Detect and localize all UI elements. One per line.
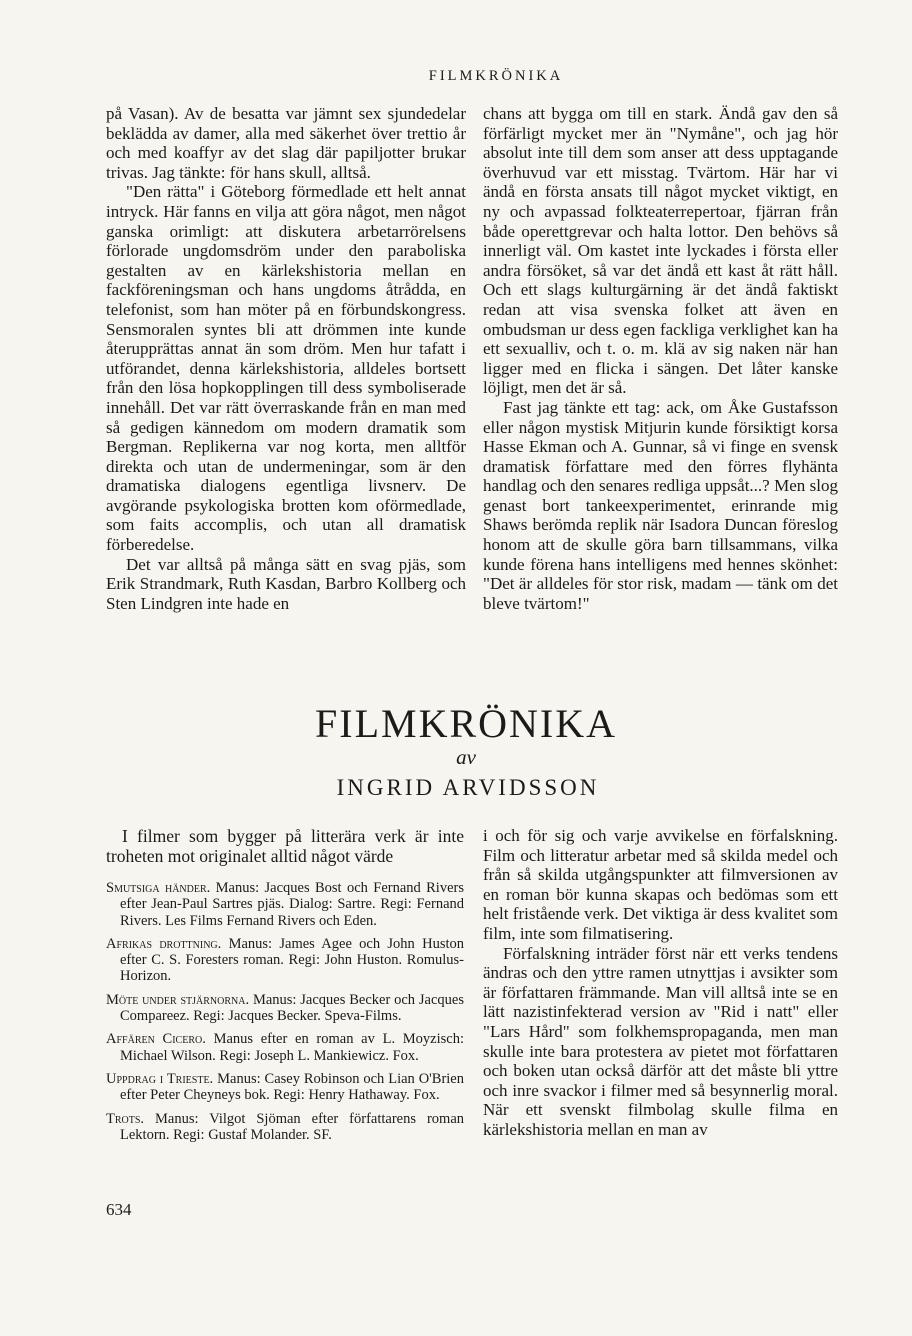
paragraph: chans att bygga om till en stark. Ändå gav den så förfärligt mycket mer än "Nymåne", och jag hör absolut inte till dem som anser att dess upptagande överhuvud var ett misstag. Tvärtom. Här har vi ändå en första ansats till något mycket viktigt, en ny och avpassad folkteaterrepertoar, fjärran från både operettgrevar och halta lottor. Den behövs så innerligt väl. Om kastet inte lyckades i första eller andra försöket, så var det ändå ett kast åt rätt håll. Och ett slags kulturgärning är det ändå faktiskt redan att visa svenska folket att även en ombudsman ur dess egen fackliga verklighet kan ha ett sexualliv, och t. o. m. klä av sig naken när han ligger med en flicka i sängen. Det låter kanske löjligt, men det är så. [483, 104, 838, 398]
paragraph: Det var alltså på många sätt en svag pjäs, som Erik Strandmark, Ruth Kasdan, Barbro Kollberg och Sten Lindgren inte hade en [106, 554, 466, 613]
film-title: Afrikas drottning. [106, 935, 222, 952]
film-title: Affären Cicero. [106, 1031, 206, 1048]
credit-text: Manus: Vilgot Sjöman efter författarens roman Lektorn. Regi: Gustaf Molander. SF. [120, 1110, 464, 1143]
credit-entry [106, 1071, 464, 1104]
bottom-right-column [483, 826, 838, 1140]
credit-entry [106, 1111, 464, 1144]
credit-entry [106, 1031, 464, 1064]
byline-av: av [456, 745, 476, 769]
credit-text: Manus: Jacques Bost och Fernand Rivers efter Jean-Paul Sartres pjäs. Dialog: Sartre. Regi: Fernand Rivers. Les Films Fernand Rivers och Eden. [120, 880, 464, 929]
top-right-column [483, 104, 838, 613]
paragraph: på Vasan). Av de besatta var jämnt sex sjundedelar beklädda av damer, alla med säkerhet över trettio år och med koaffyr av det slag där papiljotter brukar trivas. Jag tänkte: för hans skull, alltså. [106, 104, 466, 182]
running-head: FILMKRÖNIKA [428, 68, 564, 84]
film-credits [106, 880, 464, 1150]
film-title: Trots. [106, 1110, 145, 1127]
paragraph: Fast jag tänkte ett tag: ack, om Åke Gustafsson eller någon mystisk Mitjurin kunde försiktigt korsa Hasse Ekman och A. Gunnar, så vi finge en svensk dramatisk författare med den förres flyhänta handlag och den senares redliga uppsåt...? Men slog genast bort tankeexperimentet, erinrande mig Shaws berömda replik när Isadora Duncan föreslog honom att de skulle göra barn tillsammans, vilka kunde förena hans intelligens med hennes skönhet: "Det är alldeles för stor risk, madam — tänk om det bleve tvärtom!" [483, 397, 838, 613]
author-name: INGRID ARVIDSSON [336, 775, 600, 800]
credit-text: Manus: James Agee och John Huston efter C. S. Foresters roman. Regi: John Huston. Romulus-Horizon. [120, 935, 464, 985]
credit-text: Manus efter en roman av L. Moyzisch: Michael Wilson. Regi: Joseph L. Mankiewicz. Fox. [120, 1031, 465, 1064]
credit-text: Manus: Casey Robinson och Lian O'Brien efter Peter Cheyneys bok. Regi: Henry Hathaway. Fox. [120, 1070, 464, 1104]
lede [106, 826, 464, 866]
film-title: Smutsiga händer. [106, 880, 211, 896]
top-left-column [106, 104, 466, 613]
article-title: FILMKRÖNIKA [315, 701, 617, 746]
paragraph: Förfalskning inträder först när ett verks tendens ändras och den yttre ramen utnyttjas i avsikter som är författaren främmande. Man vill alltså inte se en lätt nazistinfekterad version av "Rid i natt" eller "Lars Hård" som folkhemspropaganda, men man skulle inte bara protestera av pietet mot författaren och boken utan också därför att det måste bli yttre och inre svackor i filmer med så besynnerlig moral. När ett svenskt filmbolag skulle filma en kärlekshistoria mellan en man av [483, 943, 838, 1139]
credit-text: Manus: Jacques Becker och Jacques Compareez. Regi: Jacques Becker. Speva-Films. [120, 991, 464, 1025]
lede-text: I filmer som bygger på litterära verk är inte troheten mot originalet alltid något värde [106, 826, 464, 866]
page-number: 634 [106, 1200, 132, 1219]
paragraph: "Den rätta" i Göteborg förmedlade ett helt annat intryck. Här fanns en vilja att göra något, men något ganska orimligt: att diskutera arbetarrörelsens förlorade ungdomsdröm under den paraboliska gestalten av en kärlekshistoria mellan en fackföreningsman och hans ungdoms åtrådda, en telefonist, som han möter på en förbundskongress. Sensmoralen syntes bli att drömmen inte kunde återupprättas annat än som dröm. Men hur tafatt i utförandet, denna kärlekshistoria, alldeles bortsett från den lösa hopkopplingen till dess symboliserade innehåll. Det var rätt överraskande från en man med så gedigen kännedom om modern dramatik som Bergman. Replikerna var nog korta, men alltför direkta och utan de undermeningar, som är den dramatiska dialogens egentliga livsnerv. De avgörande psykologiska brotten kom oförmedlade, som faits accomplis, och utan all dramatisk förberedelse. [106, 182, 466, 555]
credit-entry [106, 936, 464, 985]
film-title: Uppdrag i Trieste. [106, 1070, 214, 1087]
film-title: Möte under stjärnorna. [106, 991, 250, 1008]
credit-entry [106, 992, 464, 1025]
credit-entry [106, 880, 464, 929]
paragraph: i och för sig och varje avvikelse en förfalskning. Film och litteratur arbetar med så skilda medel och från så skilda utgångspunkter att filmversionen av en roman bör kunna skapas och bedömas som ett helt fristående verk. Det viktiga är dess kvalitet som film, inte som filmatisering. [483, 826, 838, 943]
